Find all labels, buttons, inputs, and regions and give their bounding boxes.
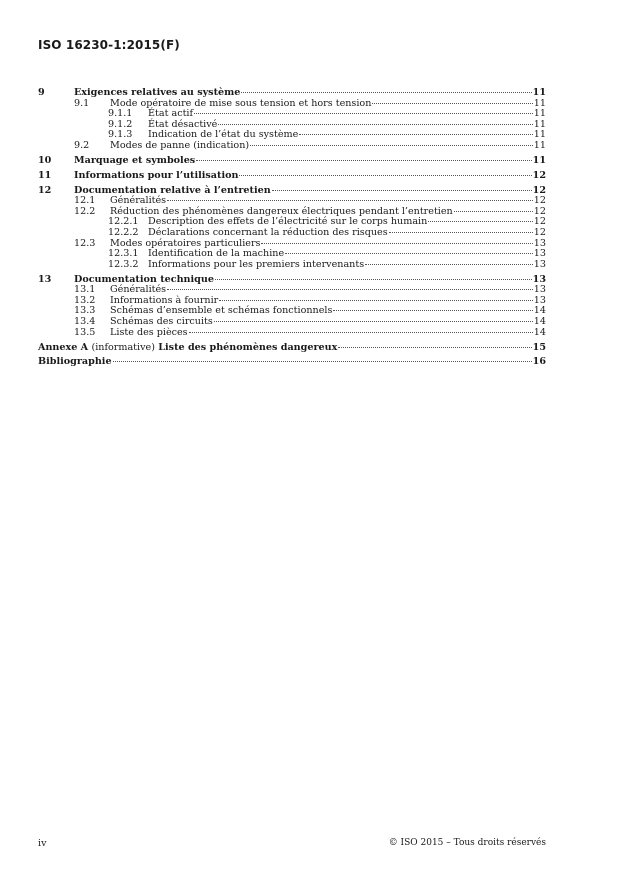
dot-leader [428,221,532,222]
toc-entry-title: Documentation relative à l’entretien [74,184,271,196]
toc-entry-number: 12.2.2 [108,227,139,239]
toc-entry-page: 12 [533,216,546,228]
dot-leader [167,200,533,201]
copyright-notice: © ISO 2015 – Tous droits réservés [388,838,546,848]
toc-entry-number: 12 [38,184,52,196]
toc-entry-number: 9.1.3 [108,129,133,141]
dot-leader [365,264,533,265]
dot-leader [219,300,533,301]
dot-leader [196,160,531,161]
toc-entry-page: 12 [532,184,546,196]
toc-entry-number: 13.5 [74,326,96,338]
annex-page: 15 [532,341,546,353]
toc-entry-title: Déclarations concernant la réduction des risques [148,227,388,239]
toc-entry-page: 11 [532,154,546,166]
toc-entry[interactable] [38,141,546,152]
dot-leader [113,361,532,362]
dot-leader [389,232,533,233]
document-id: ISO 16230-1:2015(F) [38,38,180,52]
toc-entry[interactable] [38,328,546,339]
toc-entry-number: 9.1.2 [108,118,133,130]
toc-entry-number: 10 [38,154,52,166]
toc-entry-title: Schémas d’ensemble et schémas fonctionnels [110,305,333,317]
toc-entry-page: 11 [532,87,546,98]
toc-entry-title: Informations pour l’utilisation [74,169,239,181]
dot-leader [333,310,532,311]
toc-entry-title: État désactivé [148,118,218,130]
toc-entry-page: 13 [533,258,546,270]
toc-entry-number: 13.2 [74,294,96,306]
toc-entry-page: 11 [533,129,546,141]
toc-entry-title: État actif [148,108,194,120]
toc-entry-page: 11 [533,139,546,151]
toc-entry-title: Description des effets de l’électricité sur le corps humain [148,216,428,228]
toc-entry-page: 13 [533,237,546,249]
toc-entry-title: Réduction des phénomènes dangereux électriques pendant l’entretien [110,205,453,217]
dot-leader [189,332,533,333]
dot-leader [285,253,533,254]
bibliography-title: Bibliographie [38,356,112,368]
toc-entry-title: Liste des pièces [110,326,188,338]
page-number: iv [38,838,47,849]
dot-leader [261,243,532,244]
toc-entry-page: 13 [532,273,546,285]
dot-leader [239,175,531,176]
toc-entry-page: 14 [533,305,546,317]
toc-entry-number: 13.3 [74,305,96,317]
toc-entry-title: Mode opératoire de mise sous tension et hors tension [110,97,372,109]
dot-leader [454,211,533,212]
annex-label: Annexe A [38,341,89,353]
toc-entry-page: 13 [533,284,546,296]
toc-entry-number: 12.1 [74,195,96,207]
toc-entry-page: 11 [533,118,546,130]
toc-entry[interactable] [38,260,546,271]
toc-entry-title: Modes opératoires particuliers [110,237,261,249]
toc-entry-number: 12.3.1 [108,248,139,260]
toc-entry-title: Modes de panne (indication) [110,139,250,151]
toc-entry-number: 9.1 [74,97,90,109]
toc-entry-bibliography[interactable] [38,357,546,368]
toc-entry-page: 13 [533,294,546,306]
annex-qualifier: (informative) [91,341,155,353]
annex-title: Liste des phénomènes dangereux [158,341,338,353]
toc-entry-page: 11 [533,108,546,120]
toc-entry-page: 12 [533,227,546,239]
toc-entry-number: 13.4 [74,316,96,328]
toc-entry-page: 12 [533,205,546,217]
toc-entry-number: 9 [38,87,45,98]
dot-leader [194,113,533,114]
toc-entry-title: Exigences relatives au système [74,87,241,98]
toc-entry-page: 11 [533,97,546,109]
toc-entry-number: 11 [38,169,52,181]
dot-leader [372,103,532,104]
toc-entry-page: 14 [533,326,546,338]
toc-entry-title: Identification de la machine [148,248,285,260]
dot-leader [338,347,531,348]
toc-entry[interactable] [38,156,546,167]
toc-entry-number: 13 [38,273,52,285]
toc-entry-title: Informations pour les premiers intervenants [148,258,365,270]
toc-entry-number: 12.3 [74,237,96,249]
toc-entry-title: Marquage et symboles [74,154,196,166]
toc-entry-annex[interactable] [38,343,546,354]
toc-entry-number: 12.2.1 [108,216,139,228]
dot-leader [299,134,532,135]
dot-leader [214,321,533,322]
dot-leader [167,289,533,290]
dot-leader [215,279,532,280]
table-of-contents [38,88,546,368]
toc-entry-title: Schémas des circuits [110,316,213,328]
dot-leader [218,124,532,125]
toc-entry-page: 12 [533,195,546,207]
toc-entry-page: 12 [532,169,546,181]
dot-leader [241,92,531,93]
dot-leader [250,145,533,146]
toc-entry-title: Généralités [110,195,167,207]
toc-entry-page: 14 [533,316,546,328]
toc-entry-title: Généralités [110,284,167,296]
toc-entry-number: 9.2 [74,139,90,151]
toc-entry[interactable] [38,171,546,182]
toc-entry-title: Indication de l’état du système [148,129,299,141]
toc-entry-title: Informations à fournir [110,294,219,306]
toc-entry-number: 9.1.1 [108,108,133,120]
toc-entry[interactable] [38,88,546,99]
toc-entry-page: 13 [533,248,546,260]
toc-entry-number: 12.2 [74,205,96,217]
bibliography-page: 16 [532,356,546,368]
toc-entry-title: Documentation technique [74,273,214,285]
toc-entry-number: 13.1 [74,284,96,296]
dot-leader [272,190,532,191]
toc-entry-number: 12.3.2 [108,258,139,270]
